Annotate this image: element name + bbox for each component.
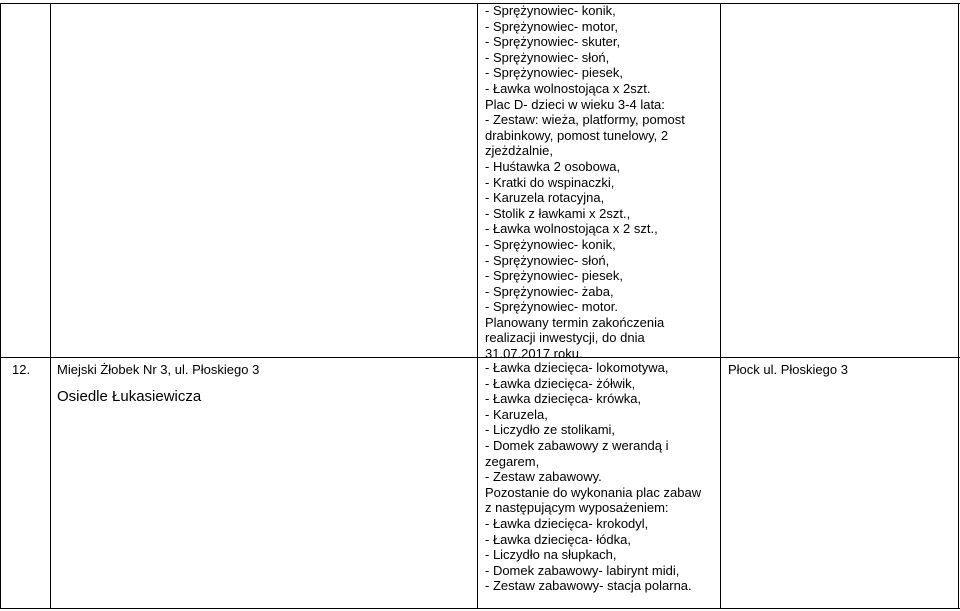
location-address: Płock ul. Płoskiego 3 — [728, 362, 848, 377]
description-line: - Ławka wolnostojąca x 2szt. — [485, 80, 651, 96]
description-line: 31.07.2017 roku. — [485, 346, 583, 362]
col-border-3 — [720, 3, 721, 609]
description-line: - Huśtawka 2 osobowa, — [485, 158, 621, 174]
description-line: - Sprężynowiec- konik, — [485, 3, 616, 18]
description-line: - Kratki do wspinaczki, — [485, 174, 615, 190]
description-line: - Sprężynowiec- piesek, — [485, 268, 623, 284]
description-line: - Karuzela, — [485, 406, 548, 422]
col-border-1 — [50, 3, 51, 609]
description-line: drabinkowy, pomost tunelowy, 2 — [485, 127, 669, 143]
description-line: - Sprężynowiec- słoń, — [485, 252, 610, 268]
description-line: - Stolik z ławkami x 2szt., — [485, 205, 631, 221]
description-line: - Liczydło na słupkach, — [485, 547, 617, 563]
description-line: - Zestaw: wieża, platformy, pomost — [485, 112, 685, 128]
description-line: - Domek zabawowy z werandą i — [485, 437, 669, 453]
description-line: z następującym wyposażeniem: — [485, 500, 669, 516]
description-line: - Sprężynowiec- słoń, — [485, 49, 610, 65]
description-line: - Sprężynowiec- piesek, — [485, 65, 623, 81]
description-line: - Ławka dziecięca- łódka, — [485, 531, 631, 547]
col-border-0 — [0, 3, 1, 609]
description-line: - Sprężynowiec- motor, — [485, 18, 618, 34]
row-number: 12. — [12, 362, 31, 377]
description-line: zjeżdżalnie, — [485, 143, 553, 159]
description-line: - Zestaw zabawowy. — [485, 469, 602, 485]
description-line: - Sprężynowiec- skuter, — [485, 34, 621, 50]
description-line: - Ławka dziecięca- żółwik, — [485, 375, 636, 391]
col-border-2 — [477, 3, 478, 609]
description-line: - Liczydło ze stolikami, — [485, 422, 616, 438]
description-line: - Ławka dziecięca- lokomotywa, — [485, 360, 669, 375]
row-border-top — [0, 3, 960, 4]
col-border-4 — [958, 3, 959, 609]
description-line: - Sprężynowiec- żaba, — [485, 283, 614, 299]
description-line: - Zestaw zabawowy- stacja polarna. — [485, 578, 692, 594]
description-line: - Karuzela rotacyjna, — [485, 190, 605, 206]
facility-name: Miejski Żłobek Nr 3, ul. Płoskiego 3 — [57, 362, 260, 377]
description-line: zegarem, — [485, 453, 540, 469]
description-line: - Ławka wolnostojąca x 2 szt., — [485, 221, 658, 237]
description-cell-previous — [485, 3, 720, 362]
description-line: realizacji inwestycji, do dnia — [485, 330, 645, 346]
row-border-bottom — [0, 608, 960, 609]
description-line: - Sprężynowiec- motor. — [485, 299, 618, 315]
description-line: - Domek zabawowy- labirynt midi, — [485, 562, 680, 578]
description-line: Pozostanie do wykonania plac zabaw — [485, 484, 702, 500]
row-border-middle — [0, 357, 960, 358]
description-line: - Ławka dziecięca- krokodyl, — [485, 515, 649, 531]
description-line: - Sprężynowiec- konik, — [485, 236, 616, 252]
district-name: Osiedle Łukasiewicza — [57, 388, 202, 405]
description-cell-12 — [485, 360, 720, 594]
description-line: Plac D- dzieci w wieku 3-4 lata: — [485, 96, 665, 112]
description-line: - Ławka dziecięca- krówka, — [485, 391, 642, 407]
description-line: Planowany termin zakończenia — [485, 314, 665, 330]
